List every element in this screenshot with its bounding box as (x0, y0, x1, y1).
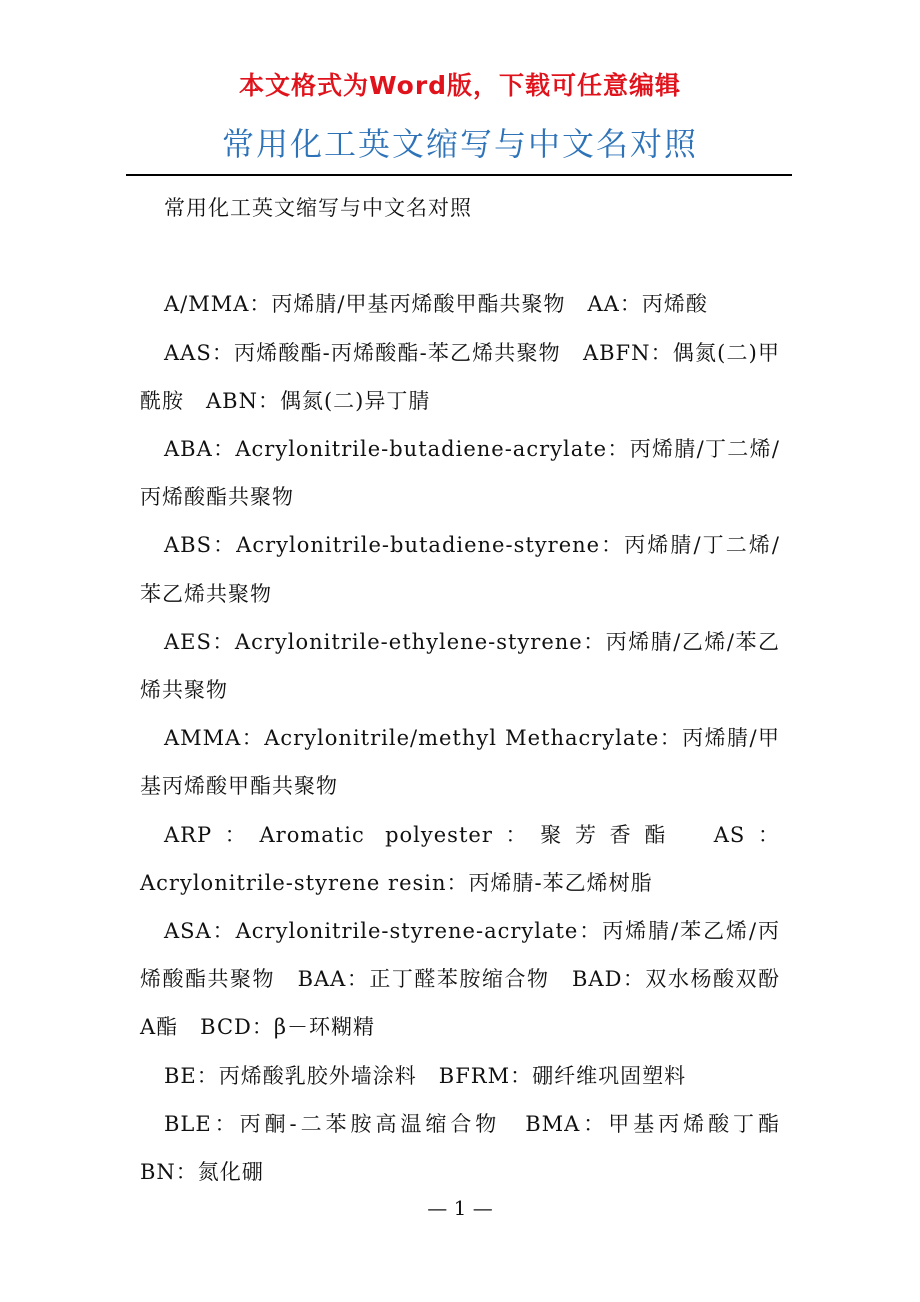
abbreviation-paragraph: AMMA：Acrylonitrile/methyl Methacrylate：丙烯腈/甲基丙烯酸甲酯共聚物 (140, 726, 780, 799)
abbreviation-paragraph: BLE：丙酮-二苯胺高温缩合物 BMA：甲基丙烯酸丁酯 BN：氮化硼 (140, 1111, 802, 1185)
abbreviation-paragraph: ABS：Acrylonitrile-butadiene-styrene：丙烯腈/丁二烯/苯乙烯共聚物 (140, 533, 780, 606)
abbreviation-paragraph: ASA：Acrylonitrile-styrene-acrylate：丙烯腈/苯乙烯/丙烯酸酯共聚物 BAA：正丁醛苯胺缩合物 BAD：双水杨酸双酚A酯 BCD：β－环糊精 (140, 919, 780, 1040)
blank-line (140, 232, 780, 280)
abbreviation-paragraph: AES：Acrylonitrile-ethylene-styrene：丙烯腈/乙烯/苯乙烯共聚物 (140, 629, 780, 703)
document-subtitle: 常用化工英文缩写与中文名对照 (164, 196, 472, 220)
abbreviation-paragraph: BE：丙烯酸乳胶外墙涂料 BFRM：硼纤维巩固塑料 (164, 1063, 687, 1088)
word-format-banner: 本文格式为Word版，下载可任意编辑 (238, 71, 682, 100)
title-divider (126, 174, 792, 176)
abbreviation-paragraph: A/MMA：丙烯腈/甲基丙烯酸甲酯共聚物 AA：丙烯酸 (164, 292, 708, 317)
abbreviation-paragraph: AAS：丙烯酸酯-丙烯酸酯-苯乙烯共聚物 ABFN：偶氮(二)甲酰胺 ABN：偶氮(二)异丁腈 (140, 340, 780, 413)
document-title: 常用化工英文缩写与中文名对照 (221, 125, 698, 163)
page-number: — 1 — (427, 1196, 493, 1220)
abbreviation-paragraph: ARP：Aromatic polyester：聚芳香酯 AS：Acrylonitrile-styrene resin：丙烯腈-苯乙烯树脂 (140, 822, 780, 895)
abbreviation-paragraph: ABA：Acrylonitrile-butadiene-acrylate：丙烯腈/丁二烯/丙烯酸酯共聚物 (140, 437, 780, 510)
document-body (140, 184, 802, 1196)
